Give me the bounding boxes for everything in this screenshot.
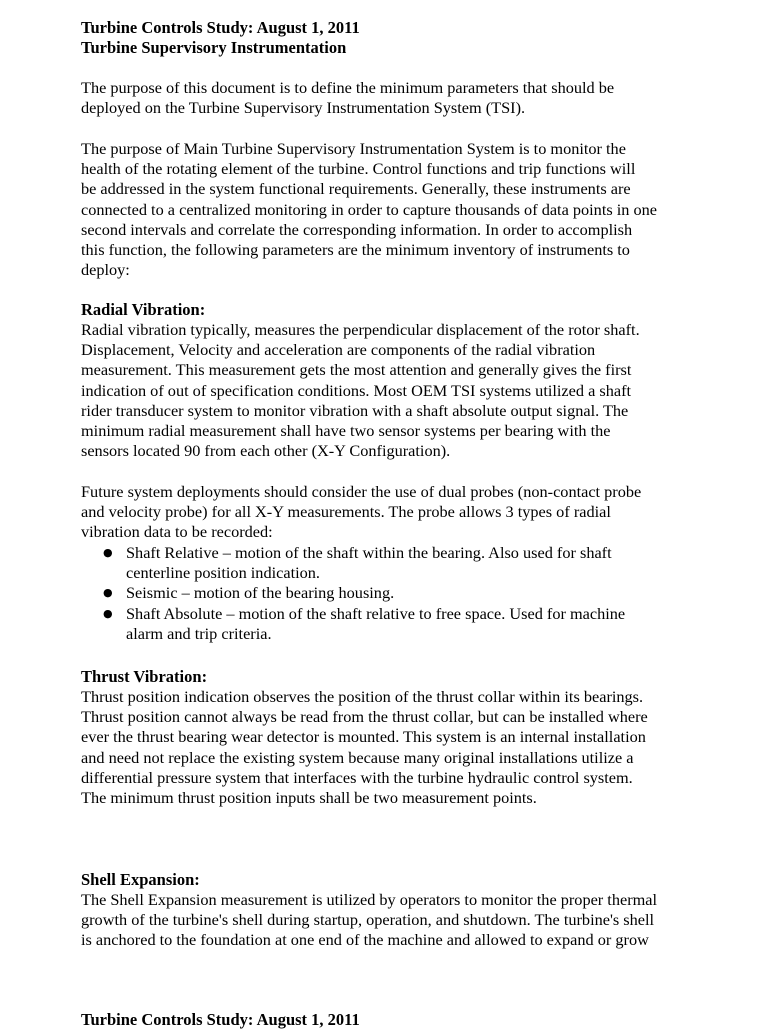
text-line: alarm and trip criteria.: [126, 623, 272, 643]
text-line: rider transducer system to monitor vibration with a shaft absolute output signal. The: [81, 400, 629, 420]
document-title: Turbine Controls Study: August 1, 2011: [81, 18, 360, 37]
text-line: second intervals and correlate the corresponding information. In order to accomplish: [81, 219, 633, 239]
text-line: Thrust position indication observes the position of the thrust collar within its bearings.: [81, 687, 644, 706]
intro-paragraph: [81, 78, 711, 118]
future-deployments-paragraph: [81, 482, 711, 543]
thrust-vibration-paragraph: [81, 687, 711, 808]
radial-vibration-paragraph: [81, 320, 711, 461]
text-line: and velocity probe) for all X-Y measurements. The probe allows 3 types of radial: [81, 502, 611, 522]
text-line: Radial vibration typically, measures the perpendicular displacement of the rotor shaft.: [81, 320, 640, 339]
text-line: minimum radial measurement shall have two sensor systems per bearing with the: [81, 421, 611, 441]
text-line: deployed on the Turbine Supervisory Instrumentation System (TSI).: [81, 98, 526, 118]
text-line: Seismic – motion of the bearing housing.: [126, 583, 395, 603]
text-line: Thrust position cannot always be read from the thrust collar, but can be installed where: [81, 707, 648, 727]
document-subtitle: Turbine Supervisory Instrumentation: [81, 38, 347, 57]
bullet-icon: ●: [103, 606, 113, 620]
text-line: The purpose of this document is to define the minimum parameters that should be: [81, 78, 615, 97]
text-line: be addressed in the system functional requirements. Generally, these instruments are: [81, 179, 631, 199]
text-line: centerline position indication.: [126, 563, 320, 583]
text-line: is anchored to the foundation at one end of the machine and allowed to expand or grow: [81, 930, 649, 950]
list-item: [81, 583, 721, 603]
text-line: vibration data to be recorded:: [81, 522, 273, 542]
radial-vibration-heading: Radial Vibration:: [81, 300, 206, 319]
text-line: measurement. This measurement gets the most attention and generally gives the first: [81, 360, 632, 380]
text-line: The purpose of Main Turbine Supervisory Instrumentation System is to monitor the: [81, 139, 626, 158]
text-line: ever the thrust bearing wear detector is mounted. This system is an internal installation: [81, 727, 646, 747]
text-line: Shaft Absolute – motion of the shaft relative to free space. Used for machine: [126, 603, 626, 623]
text-line: connected to a centralized monitoring in order to capture thousands of data points in one: [81, 199, 657, 219]
text-line: and need not replace the existing system because many original installations utilize a: [81, 747, 634, 767]
text-line: indication of out of specification conditions. Most OEM TSI systems utilized a shaft: [81, 380, 632, 400]
vibration-types-list: [81, 543, 721, 644]
text-line: differential pressure system that interfaces with the turbine hydraulic control system.: [81, 767, 633, 787]
text-line: health of the rotating element of the turbine. Control functions and trip functions will: [81, 159, 636, 179]
text-line: sensors located 90 from each other (X-Y Configuration).: [81, 441, 451, 461]
bullet-icon: ●: [103, 546, 113, 559]
text-line: Shaft Relative – motion of the shaft within the bearing. Also used for shaft: [126, 543, 612, 562]
text-line: Future system deployments should consider the use of dual probes (non-contact probe: [81, 482, 642, 501]
thrust-vibration-heading: Thrust Vibration:: [81, 667, 208, 686]
text-line: The Shell Expansion measurement is utilized by operators to monitor the proper thermal: [81, 890, 658, 909]
shell-expansion-heading: Shell Expansion:: [81, 870, 200, 889]
text-line: deploy:: [81, 260, 130, 280]
text-line: this function, the following parameters are the minimum inventory of instruments to: [81, 240, 630, 260]
document-page: [81, 0, 721, 1029]
list-item: [81, 604, 721, 644]
shell-expansion-paragraph: [81, 890, 711, 951]
next-page-title: Turbine Controls Study: August 1, 2011: [81, 1010, 360, 1029]
text-line: The minimum thrust position inputs shall be two measurement points.: [81, 788, 537, 808]
text-line: Displacement, Velocity and acceleration are components of the radial vibration: [81, 340, 596, 360]
list-item: [81, 543, 721, 583]
purpose-paragraph: [81, 139, 711, 280]
bullet-icon: ●: [103, 586, 113, 600]
text-line: growth of the turbine's shell during startup, operation, and shutdown. The turbine's shell: [81, 910, 655, 930]
